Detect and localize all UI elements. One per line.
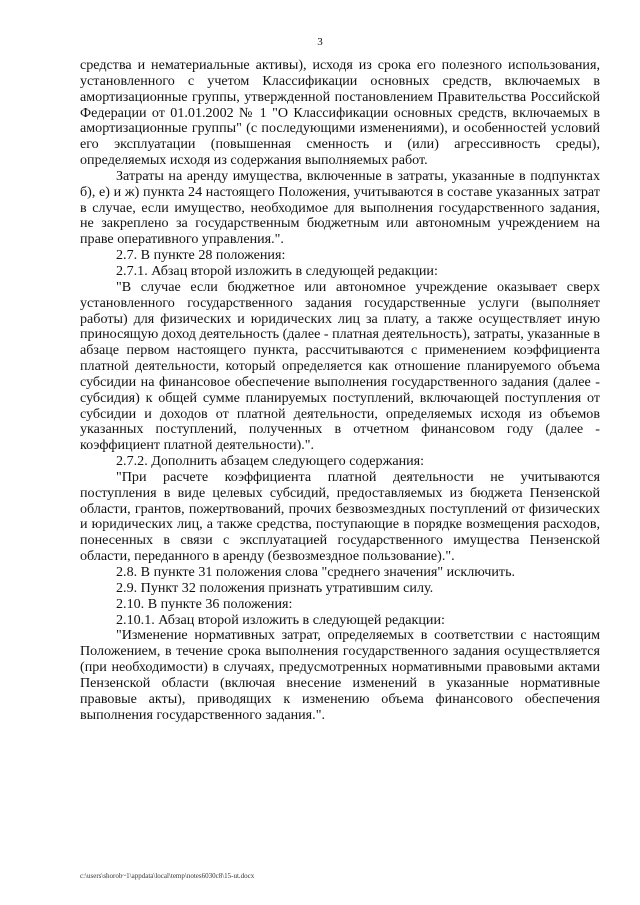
paragraph-item-2-9: 2.9. Пункт 32 положения признать утратившим силу. (116, 579, 434, 596)
paragraph-rent-costs: Затраты на аренду имущества, включенные в затраты, указанные в подпунктах б), е) и ж) пункта 24 настоящего Положения, учитываются в составе указанных затрат в случае, если имущество, необходимое для выполнения государственного задания, не закреплено за государственным бюджетным или автономным учреждением на праве оперативного управления.". (80, 167, 600, 248)
footer-file-path: c:\users\shorob~1\appdata\local\temp\notes6030c8\15-ut.docx (80, 872, 255, 880)
paragraph-item-2-10-1: 2.10.1. Абзац второй изложить в следующей редакции: (116, 611, 445, 628)
paragraph-item-2-10: 2.10. В пункте 36 положения: (116, 595, 293, 612)
paragraph-quote-coefficient: "При расчете коэффициента платной деятельности не учитываются поступления в виде целевых субсидий, предоставляемых из бюджета Пензенской области, грантов, пожертвований, прочих безвозмездных поступлений от физических и юридических лиц, а также средства, поступающие в порядке возмещения расходов, понесенных в связи с эксплуатацией государственного имущества Пензенской области, переданного в аренду (безвозмездное пользование).". (80, 468, 600, 565)
paragraph-continuation: средства и нематериальные активы), исходя из срока его полезного использования, установленного с учетом Классификации основных средств, включаемых в амортизационные группы, утвержденной постановлением Правительства Российской Федерации от 01.01.2002 № 1 "О Классификации основных средств, включаемых в амортизационные группы" (с последующими изменениями), и особенностей условий его эксплуатации (повышенная сменность и (или) агрессивность среды), определяемых исходя из содержания выполняемых работ. (80, 57, 600, 169)
paragraph-item-2-7-2: 2.7.2. Дополнить абзацем следующего содержания: (116, 453, 425, 470)
paragraph-quote-changes: "Изменение нормативных затрат, определяемых в соответствии с настоящим Положением, в течение срока выполнения государственного задания осуществляется (при необходимости) в случаях, предусмотренных нормативными правовыми актами Пензенской области (включая внесение изменений в указанные нормативные правовые акты), приводящих к изменению объема финансового обеспечения выполнения государственного задания.". (80, 627, 600, 723)
page-number: 3 (317, 36, 323, 48)
paragraph-quote-paid-activity: "В случае если бюджетное или автономное учреждение оказывает сверх установленного государственного задания государственные услуги (выполняет работы) для физических и юридических лиц за плату, а также осуществляет иную приносящую доход деятельность (далее - платная деятельность), затраты, указанные в абзаце первом настоящего пункта, рассчитываются с применением коэффициента платной деятельности, который определяется как отношение планируемого объема субсидии на финансовое обеспечение выполнения государственного задания (далее - субсидия) к общей сумме планируемых поступлений, включающей поступления от субсидии и доходов от платной деятельности, определяемых исходя из объемов указанных поступлений, полученных в отчетном финансовом году (далее - коэффициент платной деятельности).". (80, 278, 600, 454)
document-body (80, 58, 600, 723)
paragraph-item-2-8: 2.8. В пункте 31 положения слова "среднего значения" исключить. (116, 564, 516, 580)
paragraph-item-2-7: 2.7. В пункте 28 положения: (116, 247, 286, 264)
paragraph-item-2-7-1: 2.7.1. Абзац второй изложить в следующей редакции: (116, 262, 438, 279)
